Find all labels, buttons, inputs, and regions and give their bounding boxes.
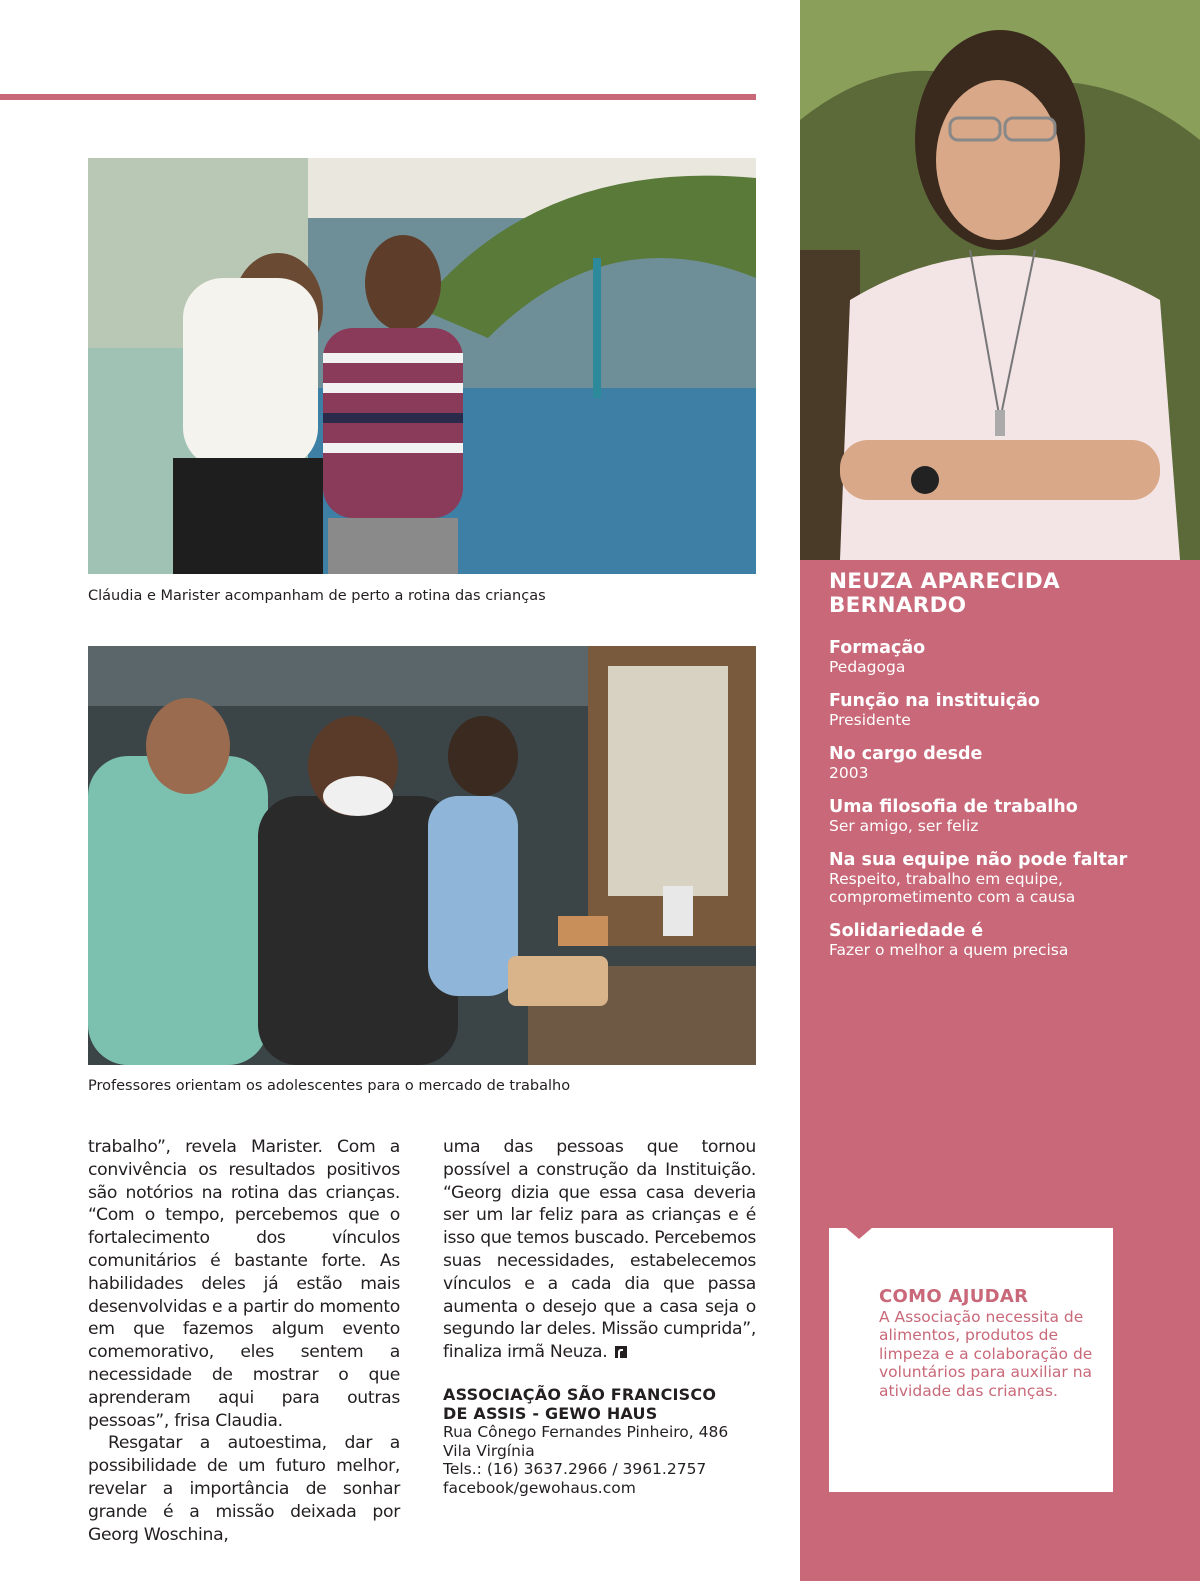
end-of-article-icon: [615, 1346, 627, 1358]
article-column-2: [443, 1136, 756, 1364]
profile-facts: [829, 638, 1179, 974]
article-paragraph: trabalho”, revela Marister. Com a convivência os resultados positivos são notórios na rotina das crianças. “Com o tempo, percebemos que o fortalecimento dos vínculos comunitários é bastante forte. As habilidades deles já estão mais desenvolvidas e a partir do momento em que fazemos algum evento comemorativo, eles sentem a necessidade de mostrar o que aprenderam aqui para outras pessoas”, frisa Claudia.: [88, 1137, 400, 1431]
profile-fact: [829, 850, 1179, 906]
fact-label: Solidariedade é: [829, 921, 984, 941]
profile-fact: [829, 744, 1179, 782]
profile-fact: [829, 638, 1179, 676]
article-paragraph-text: uma das pessoas que tornou possível a construção da Instituição. “Georg dizia que essa casa deveria ser um lar feliz para as crianças e é isso que temos buscado. Percebemos suas necessidades, estabelecemos vínculos e a cada dia que passa aumenta o desejo que a casa seja o segundo lar deles. Missão cumprida”, finaliza irmã Neuza.: [443, 1137, 756, 1363]
contact-address: Rua Cônego Fernandes Pinheiro, 486: [443, 1423, 729, 1441]
profile-name: [829, 570, 1149, 618]
fact-value: Presidente: [829, 711, 911, 729]
top-accent-rule: [0, 94, 756, 100]
fact-label: No cargo desde: [829, 744, 983, 764]
how-to-help-text: A Associação necessita de alimentos, produtos de limpeza e a colaboração de voluntários para auxiliar na atividade das crianças.: [879, 1308, 1093, 1400]
portrait-photo: [800, 0, 1200, 560]
article-paragraph: [443, 1136, 756, 1364]
fact-value: 2003: [829, 764, 869, 782]
profile-name-line: NEUZA APARECIDA: [829, 569, 1060, 594]
fact-value: Ser amigo, ser feliz: [829, 817, 979, 835]
org-name-line: ASSOCIAÇÃO SÃO FRANCISCO: [443, 1385, 717, 1404]
fact-label: Função na instituição: [829, 691, 1040, 711]
fact-value: Fazer o melhor a quem precisa: [829, 941, 1069, 959]
contact-facebook: facebook/gewohaus.com: [443, 1478, 636, 1497]
contact-block: [443, 1385, 763, 1497]
fact-value: Respeito, trabalho em equipe, comprometimento com a causa: [829, 870, 1076, 906]
photo-caption: Professores orientam os adolescentes para o mercado de trabalho: [88, 1078, 571, 1094]
article-column-1: [88, 1136, 400, 1546]
fact-label: Uma filosofia de trabalho: [829, 797, 1078, 817]
contact-phones: Tels.: (16) 3637.2966 / 3961.2757: [443, 1460, 707, 1478]
fact-value: Pedagoga: [829, 658, 906, 676]
photo-caption: Cláudia e Marister acompanham de perto a rotina das crianças: [88, 588, 546, 604]
fact-label: Formação: [829, 638, 926, 658]
how-to-help-title: COMO AJUDAR: [879, 1286, 1029, 1307]
contact-district: Vila Virgínia: [443, 1441, 535, 1460]
profile-fact: [829, 921, 1179, 959]
article-paragraph: Resgatar a autoestima, dar a possibilidade de um futuro melhor, revelar a importância de sonhar grande é a missão deixada por Georg Woschina,: [88, 1433, 400, 1545]
photo-woodworking-workshop: [88, 646, 756, 1065]
box-notch-decoration: [845, 1227, 873, 1239]
fact-label: Na sua equipe não pode faltar: [829, 850, 1128, 870]
photo-women-courtyard: [88, 158, 756, 574]
org-name-line: DE ASSIS - GEWO HAUS: [443, 1404, 658, 1423]
profile-fact: [829, 691, 1179, 729]
profile-name-line: BERNARDO: [829, 593, 967, 618]
profile-fact: [829, 797, 1179, 835]
